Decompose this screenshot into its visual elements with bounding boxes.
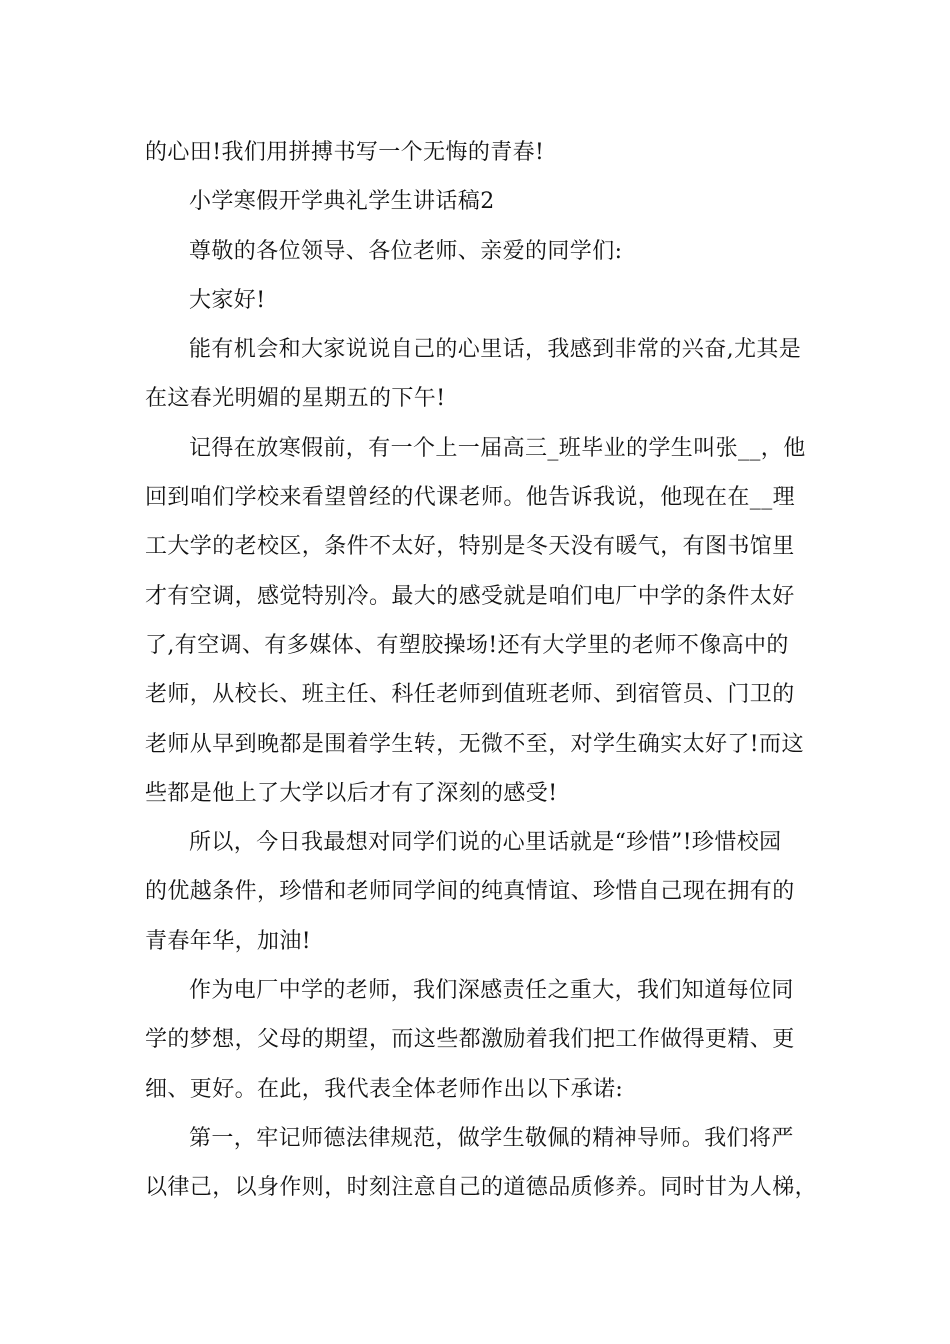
text-line-22: 以律己，以身作则，时刻注意自己的道德品质修养。同时甘为人梯， — [145, 1175, 818, 1201]
text-line-1: 的心田!我们用拼搏书写一个无悔的青春! — [145, 140, 545, 165]
text-line-17: 青春年华，加油! — [145, 928, 312, 954]
text-line-5: 能有机会和大家说说自己的心里话，我感到非常的兴奋,尤其是 — [189, 337, 802, 363]
text-line-14: 些都是他上了大学以后才有了深刻的感受! — [145, 780, 558, 806]
text-line-11: 了,有空调、有多媒体、有塑胶操场!还有大学里的老师不像高中的 — [145, 632, 789, 658]
document-body — [145, 128, 825, 1213]
text-line-20: 细、更好。在此，我代表全体老师作出以下承诺: — [145, 1076, 624, 1102]
text-line-9: 工大学的老校区，条件不太好，特别是冬天没有暖气，有图书馆里 — [145, 534, 795, 560]
text-line-6: 在这春光明媚的星期五的下午! — [145, 386, 446, 412]
text-line-8: 回到咱们学校来看望曾经的代课老师。他告诉我说，他现在在__理 — [145, 485, 796, 511]
salutation: 尊敬的各位领导、各位老师、亲爱的同学们: — [189, 238, 623, 264]
greeting: 大家好! — [189, 287, 266, 313]
text-line-7: 记得在放寒假前，有一个上一届高三_班毕业的学生叫张__，他 — [189, 435, 806, 461]
text-line-15: 所以，今日我最想对同学们说的心里话就是“珍惜”!珍惜校园 — [189, 830, 782, 856]
text-line-18: 作为电厂中学的老师，我们深感责任之重大，我们知道每位同 — [189, 978, 794, 1004]
text-line-13: 老师从早到晚都是围着学生转，无微不至，对学生确实太好了!而这 — [145, 731, 804, 757]
section-heading: 小学寒假开学典礼学生讲话稿2 — [189, 189, 495, 215]
text-line-10: 才有空调，感觉特别冷。最大的感受就是咱们电厂中学的条件太好 — [145, 583, 795, 609]
text-line-21: 第一，牢记师德法律规范，做学生敬佩的精神导师。我们将严 — [189, 1125, 794, 1151]
text-line-19: 学的梦想，父母的期望，而这些都激励着我们把工作做得更精、更 — [145, 1027, 795, 1053]
text-line-12: 老师，从校长、班主任、科任老师到值班老师、到宿管员、门卫的 — [145, 682, 795, 708]
text-line-16: 的优越条件，珍惜和老师同学间的纯真情谊、珍惜自己现在拥有的 — [145, 879, 795, 905]
